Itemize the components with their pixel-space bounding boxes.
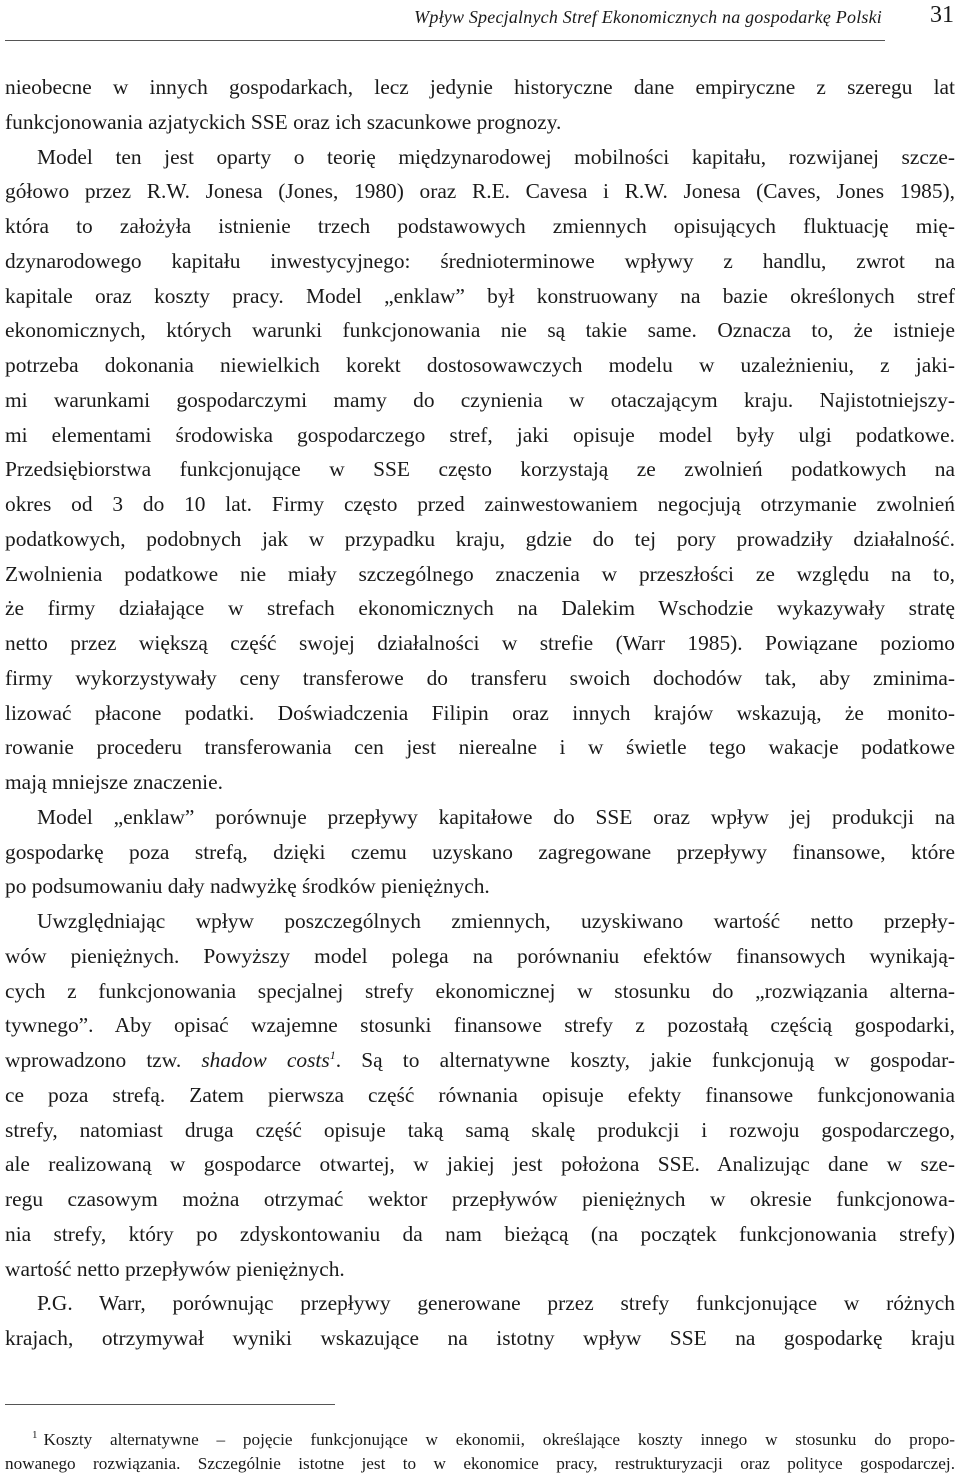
text-line: krajach, otrzymywał wyniki wskazujące na istotny wpływ SSE na gospodarkę kraju (5, 1326, 955, 1350)
text-line: rowanie procederu transferowania cen jest nierealne i w świetle tego wakacje podatkowe (5, 735, 955, 760)
text-line: netto przez większą część swojej działalności w strefie (Warr 1985). Powiązane poziomo (5, 631, 955, 655)
text-line: Uwzględniając wpływ poszczególnych zmiennych, uzyskiwano wartość netto przepły- (37, 909, 955, 933)
text-line: kapitale oraz koszty pracy. Model „enklaw” był konstruowany na bazie określonych stref (5, 283, 955, 308)
footnote-reference[interactable]: 1 (329, 1047, 336, 1062)
footnote-marker: 1 (32, 1429, 38, 1442)
text-line: Model „enklaw” porównuje przepływy kapitałowe do SSE oraz wpływ jej produkcji na (37, 804, 955, 829)
text-line: podatkowych, podobnych jak w przypadku kraju, gdzie do tej pory prowadziły działalność. (5, 526, 955, 551)
footnote-line (5, 1428, 955, 1452)
text-line: dzynarodowego kapitału inwestycyjnego: średnioterminowe wpływy z handlu, zwrot na (5, 248, 955, 273)
text-line: P.G. Warr, porównując przepływy generowane przez strefy funkcjonujące w różnych (37, 1291, 955, 1316)
text-line: wartość netto przepływów pieniężnych. (5, 1256, 345, 1281)
text-line: gospodarkę poza strefą, dzięki czemu uzyskano zagregowane przepływy finansowe, które (5, 839, 955, 864)
footnote-text: Koszty alternatywne – pojęcie funkcjonujące w ekonomii, określające koszty innego w stosunku do propo- (43, 1430, 955, 1449)
text-line: mi warunkami gospodarczymi mamy do czynienia w otaczającym kraju. Najistotniejszy- (5, 387, 955, 412)
text-line: okres od 3 do 10 lat. Firmy często przed zainwestowaniem negocjują otrzymanie zwolnień (5, 492, 955, 516)
text-line: po podsumowaniu dały nadwyżkę środków pieniężnych. (5, 874, 490, 899)
running-header (0, 0, 960, 42)
text-line (5, 1043, 955, 1078)
text-line: strefy, natomiast druga część opisuje taką samą skalę produkcji i rozwoju gospodarczego, (5, 1117, 955, 1142)
text-line: ce poza strefą. Zatem pierwsza część równania opisuje efekty finansowe funkcjonowania (5, 1082, 955, 1107)
text-line: że firmy działające w strefach ekonomicznych na Dalekim Wschodzie wykazywały stratę (5, 596, 955, 621)
shadow-costs-term: shadow costs (201, 1048, 330, 1072)
text-line: mają mniejsze znaczenie. (5, 770, 223, 794)
text-line: mi elementami środowiska gospodarczego stref, jaki opisuje model były ulgi podatkowe. (5, 422, 955, 447)
text-line: funkcjonowania azjatyckich SSE oraz ich szacunkowe prognozy. (5, 109, 562, 134)
text-line: nia strefy, który po zdyskontowaniu da nam bieżącą (na początek funkcjonowania strefy) (5, 1221, 955, 1246)
text-line: Przedsiębiorstwa funkcjonujące w SSE często korzystają ze zwolnień podatkowych na (5, 457, 955, 482)
text-line: firmy wykorzystywały ceny transferowe do transferu swoich dochodów tak, aby zminima- (5, 665, 955, 690)
text-line: lizować płacone podatki. Doświadczenia Filipin oraz innych krajów wskazują, że monito- (5, 700, 955, 725)
text-line: gółowo przez R.W. Jonesa (Jones, 1980) oraz R.E. Cavesa i R.W. Jonesa (Caves, Jones 1985), (5, 179, 955, 204)
page-number: 31 (930, 2, 954, 28)
running-title: Wpływ Specjalnych Stref Ekonomicznych na gospodarkę Polski (414, 7, 882, 27)
text-line: wów pieniężnych. Powyższy model polega na porównaniu efektów finansowych wynikają- (5, 943, 955, 968)
text-line: regu czasowym można otrzymać wektor przepływów pieniężnych w okresie funkcjonowa- (5, 1187, 955, 1211)
text-line: ale realizowaną w gospodarce otwartej, w jakiej jest położona SSE. Analizując dane w sze- (5, 1152, 955, 1177)
body-text (5, 70, 955, 1356)
footnote (5, 1428, 955, 1476)
text-line: potrzeba dokonania niewielkich korekt dostosowawczych modelu w uzależnieniu, z jaki- (5, 353, 955, 377)
text-line: która to założyła istnienie trzech podstawowych zmiennych opisujących fluktuację mię- (5, 214, 955, 238)
text-line: tywnego”. Aby opisać wzajemne stosunki finansowe strefy z pozostałą częścią gospodarki, (5, 1013, 955, 1038)
text-segment: wprowadzono tzw. (5, 1048, 202, 1072)
text-line: Model ten jest oparty o teorię międzynarodowej mobilności kapitału, rozwijanej szcze- (37, 144, 955, 169)
header-rule (5, 40, 885, 41)
footnote-rule (5, 1404, 335, 1405)
footnote-line: nowanego rozwiązania. Szczególnie istotne jest to w ekonomice pracy, restrukturyzacji oraz polityce gospodarczej. (5, 1454, 955, 1473)
text-line: nieobecne w innych gospodarkach, lecz jedynie historyczne dane empiryczne z szeregu lat (5, 75, 955, 99)
text-line: cych z funkcjonowania specjalnej strefy ekonomicznej w stosunku do „rozwiązania alterna- (5, 978, 955, 1003)
text-line: ekonomicznych, których warunki funkcjonowania nie są takie same. Oznacza to, że istnieje (5, 318, 955, 343)
text-segment: . Są to alternatywne koszty, jakie funkcjonują w gospodar- (335, 1048, 955, 1072)
text-line: Zwolnienia podatkowe nie miały szczególnego znaczenia w przeszłości ze względu na to, (5, 561, 955, 586)
